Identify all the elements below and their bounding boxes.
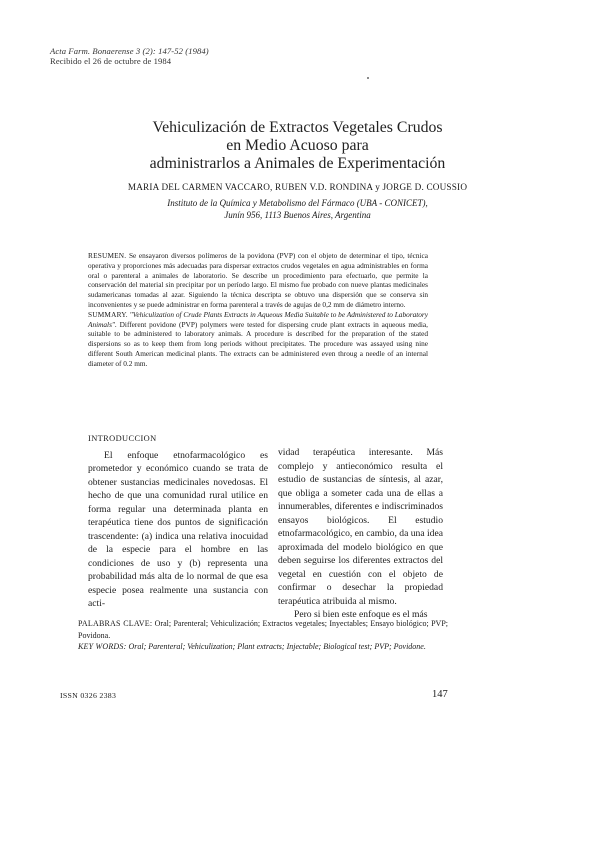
journal-citation: Acta Farm. Bonaerense 3 (2): 147-52 (1984) <box>50 46 209 56</box>
keywords-es-label: PALABRAS CLAVE: <box>78 619 153 628</box>
page-number: 147 <box>432 689 448 700</box>
affiliation-line-2: Junín 956, 1113 Buenos Aires, Argentina <box>224 210 371 220</box>
intro-paragraph-right-2: Pero si bien este enfoque es el más <box>294 609 428 620</box>
body-column-left <box>88 432 268 611</box>
keywords-english <box>78 641 448 653</box>
author-list: MARIA DEL CARMEN VACCARO, RUBEN V.D. RONDINA y JORGE D. COUSSIO <box>127 182 468 192</box>
keywords-spanish <box>78 618 448 641</box>
summary-paragraph <box>88 310 428 369</box>
resumen-text: Se ensayaron diversos polímeros de la povidona (PVP) con el objeto de determinar el tipo, técnica operativa y proporciones más adecuadas para dispersar extractos crudos vegetales en agua administrables en forma oral o parenteral a animales de laboratorio. Se describe un procedimiento para efectuarlo, que permite la conservación del material sin precipitar por un período largo. El mismo fue probado con nueve plantas medicinales sudamericanas tomadas al azar. Siguiendo la técnica descripta se obtuvo una dispersión que se conserva sin inconvenientes y se puede administrar en forma parenteral a través de agujas de 0,2 mm de diámetro interno. <box>88 251 428 309</box>
title-line-3: administrarlos a Animales de Experimentación <box>149 155 446 172</box>
resumen-paragraph <box>88 251 428 310</box>
affiliation-line-1: Instituto de la Química y Metabolismo del Fármaco (UBA - CONICET), <box>167 198 428 208</box>
keywords-en-label: KEY WORDS: <box>78 642 127 651</box>
intro-paragraph-right: vidad terapéutica interesante. Más complejo y antieconómico resulta el estudio de sustancias de síntesis, al azar, que obliga a someter cada una de ellas a innumerables, diferentes e indiscriminados ensayos biológicos. El estudio etnofarmacológico, en cambio, da una idea aproximada del modelo biológico en que deben seguirse los diferentes extractos del vegetal en cuestión con el objeto de confirmar o desechar la propiedad terapéutica atribuida al mismo. <box>278 447 443 607</box>
title-line-2: en Medio Acuoso para <box>226 137 369 154</box>
paper-title <box>0 119 595 173</box>
summary-label: SUMMARY. <box>88 309 128 319</box>
summary-text: Different povidone (PVP) polymers were tested for dispersing crude plant extracts in aqueous media, suitable to be administered to laboratory animals. A procedure is described for the preparation of the stated dispersions so as to keep them from long periods without precipitates. The procedure was assayed using nine different South American medicinal plants. The extracts can be administered even throug a needle of an internal diameter of 0.2 mm. <box>88 319 428 368</box>
keywords-es-text: Oral; Parenteral; Vehiculización; Extractos vegetales; Inyectables; Ensayo biológico; PVP; Povidona. <box>78 619 449 640</box>
body-column-right <box>278 446 443 622</box>
section-heading: INTRODUCCION <box>88 434 157 443</box>
keywords-block <box>78 618 448 653</box>
intro-paragraph-left: El enfoque etnofarmacológico es prometedor y económico cuando se trata de obtener sustancias medicinales novedosas. El hecho de que una comunidad rural utilice en forma regular una determinada planta en terapéutica tiene dos puntos de significación trascendente: (a) indica una relativa inocuidad de la especie para el hombre en las condiciones de uso y (b) representa una probabilidad más alta de lo normal de que esa especie posea realmente una sustancia con acti- <box>88 449 268 609</box>
abstract-block <box>88 251 428 369</box>
received-date: Recibido el 26 de octubre de 1984 <box>50 56 172 66</box>
affiliation <box>0 197 595 221</box>
issn-footer: ISSN 0326 2383 <box>60 691 117 700</box>
scan-speck <box>367 77 369 79</box>
resumen-label: RESUMEN. <box>88 251 127 260</box>
title-line-1: Vehiculización de Extractos Vegetales Crudos <box>152 119 443 136</box>
keywords-en-text: Oral; Parenteral; Vehiculization; Plant extracts; Injectable; Biological test; PVP; Povidone. <box>128 642 426 651</box>
summary-title: "Vehiculization of Crude Plants Extracts in Aqueous Media Suitable to be Administered to Laboratory Animals". <box>88 309 428 329</box>
